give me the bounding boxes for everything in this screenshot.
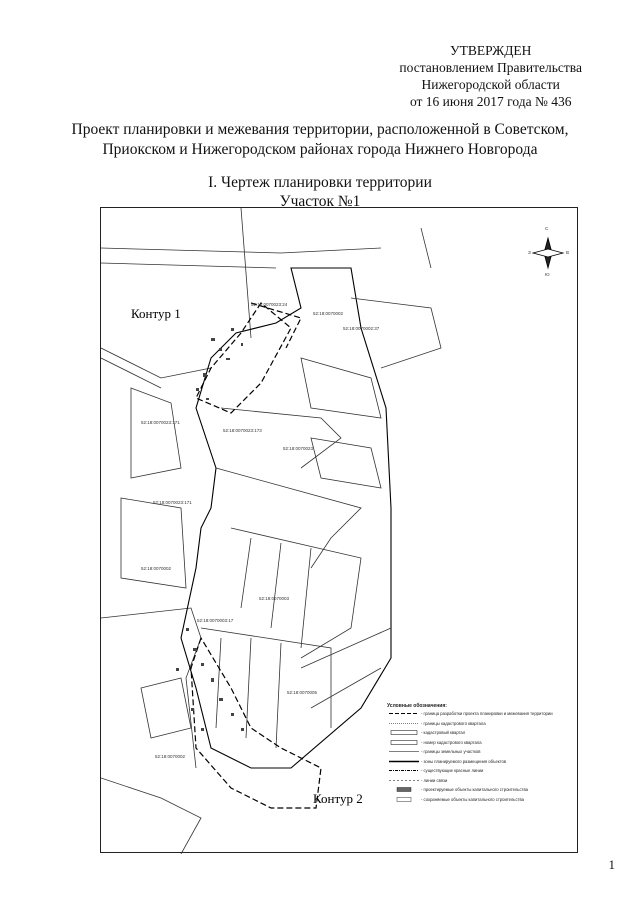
compass-east-label: В [566,250,570,255]
legend-text: - границы земельных участков [421,749,481,754]
parcel-label: 52:18:0070003:17 [197,618,234,623]
legend-text: - граница разработки проекта планировки и межевания территории [421,711,553,716]
compass-south-label: Ю [545,272,550,277]
parcel-label: 52:18:0070023:24 [251,302,288,307]
approval-line-2: постановлением Правительства [399,60,582,75]
approval-line-3: Нижегородской области [421,77,560,92]
contour1-label: Контур 1 [131,306,181,321]
legend-symbol [387,759,421,764]
parcel-label: 52:18:0070002 [155,754,186,759]
parcel-label: 52:18:0070002 [141,566,172,571]
compass-west-label: З [528,250,531,255]
legend-symbol [387,711,421,716]
legend-symbol [387,740,421,745]
approval-block [399,42,582,110]
legend-text: - границы кадастрового квартала [421,720,486,726]
territory-boundary [181,268,391,768]
legend-item [387,711,577,716]
legend-symbol [387,730,421,735]
legend-title: Условные обозначения: [387,703,447,709]
legend-text: - существующие красные линии [421,768,484,773]
parcel-label: 52:18:0070023 [283,446,314,451]
parcel-label: 52:18:0070002 [313,311,344,316]
map-legend [387,704,577,806]
parcel-label: 52:18:0070005 [287,690,318,695]
contour1-outline [196,303,291,413]
legend-item [387,787,577,792]
legend-text: - сохраняемые объекты капитального строительства [421,796,524,802]
approval-line-4: от 16 июня 2017 года № 436 [409,94,572,109]
legend-symbol [387,778,421,783]
road-line [101,348,211,378]
document-title [60,120,580,160]
legend-text: - проектируемые объекты капитального строительства [421,787,528,792]
parcel-label: 52:18:0070002:37 [343,326,380,331]
compass-north-label: С [545,226,549,231]
page-number: 1 [608,857,615,872]
legend-text: - номер кадастрового квартала [421,739,482,745]
title-line-2: Приокском и Нижегородском районах города Нижнего Новгорода [102,141,538,158]
parcel-label: 52:18:0070023:173 [223,428,262,433]
legend-symbol [387,721,421,726]
legend-symbol [387,768,421,773]
legend-item [387,768,577,773]
legend-item [387,778,577,783]
legend-item [387,740,577,745]
section-title: I. Чертеж планировки территории [208,174,432,191]
parcel-label: 52:18:0070023:171 [141,420,180,425]
legend-item [387,749,577,754]
contour2-outline [191,638,321,808]
planning-drawing [100,207,578,853]
parcel-label: 52:18:0070003 [259,596,290,601]
compass-rose [533,238,563,268]
legend-text: - зоны планируемого размещения объектов [421,758,507,764]
legend-text: - кадастровый квартал [421,730,466,735]
site-title: Участок №1 [279,193,361,210]
legend-item [387,721,577,726]
section-heading [60,173,580,211]
legend-symbol [387,797,421,802]
road-line [101,248,381,253]
contour2-label: Контур 2 [313,791,363,806]
legend-item [387,797,577,802]
parcel-label: 52:18:0070023:171 [153,500,192,505]
legend-item [387,759,577,764]
title-line-1: Проект планировки и межевания территории, расположенной в Советском, [71,121,569,138]
legend-symbol [387,749,421,754]
legend-text: - линии связи [421,777,448,783]
approval-line-1: УТВЕРЖДЕН [450,43,532,58]
legend-symbol [387,787,421,792]
legend-item [387,730,577,735]
